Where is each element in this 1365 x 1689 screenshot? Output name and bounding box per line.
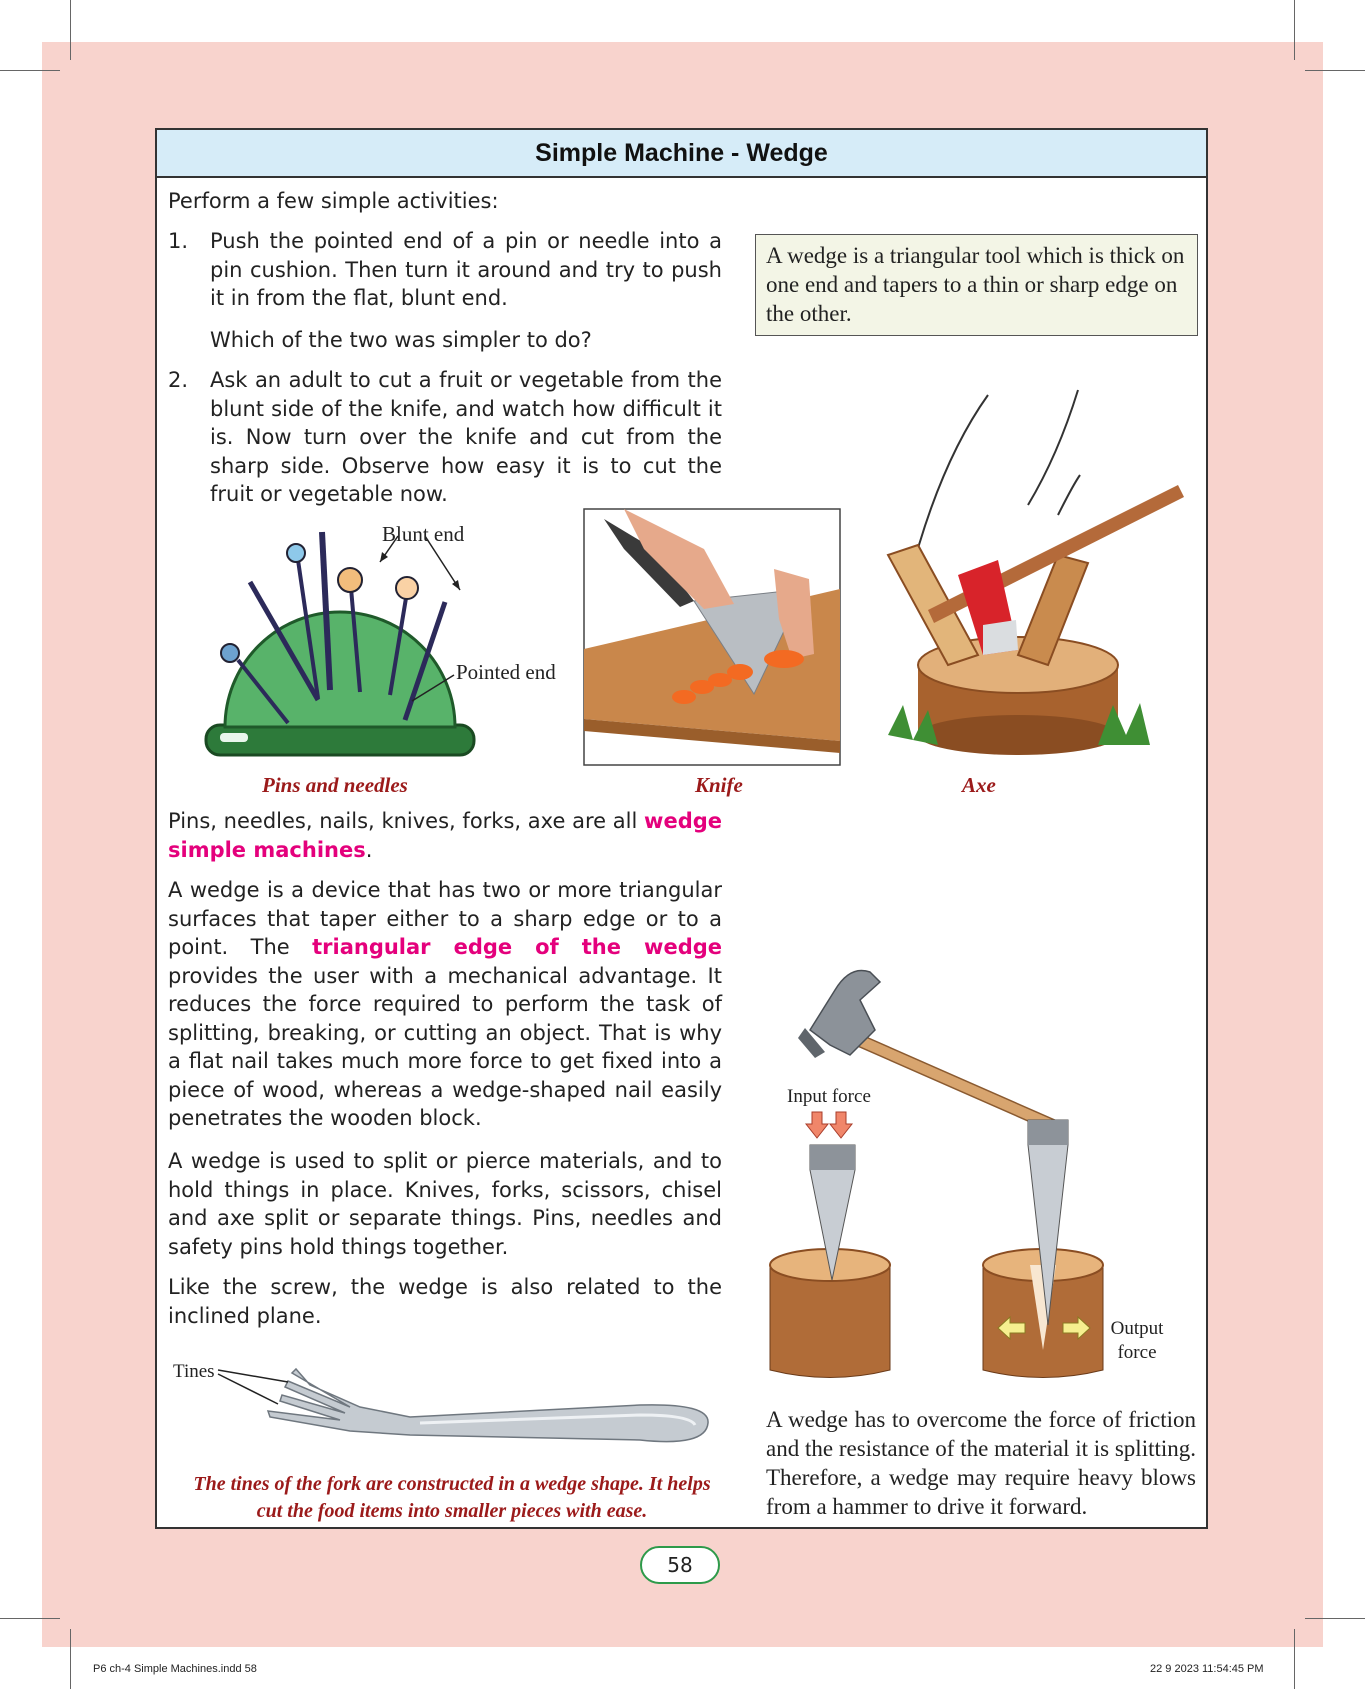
crop-mark bbox=[0, 70, 60, 71]
activity-1-text: Push the pointed end of a pin or needle into a pin cushion. Then turn it around and try to push it in from the flat, blunt end. bbox=[210, 229, 722, 310]
blunt-end-label: Blunt end bbox=[382, 522, 465, 546]
para1-end: . bbox=[365, 837, 373, 862]
pointed-end-label: Pointed end bbox=[456, 660, 556, 684]
hammer-handle bbox=[844, 1030, 1066, 1135]
caption-pins: Pins and needles bbox=[262, 773, 408, 797]
crop-mark bbox=[70, 0, 71, 60]
intro-text: Perform a few simple activities: bbox=[168, 189, 499, 213]
caption-fork: The tines of the fork are constructed in a wedge shape. It helps cut the food items into smaller pieces with ease. bbox=[193, 1473, 711, 1522]
para1-highlight: wedge simple machines bbox=[168, 809, 722, 862]
caption-knife: Knife bbox=[695, 773, 743, 797]
pointed-end-arrow bbox=[410, 673, 455, 703]
input-force-label: Input force bbox=[787, 1086, 871, 1107]
definition-box: A wedge is a triangular tool which is thick on one end and tapers to a thin or sharp edge on the other. bbox=[755, 234, 1198, 336]
activity-1-number: 1. bbox=[168, 229, 189, 253]
activity-2-number: 2. bbox=[168, 368, 189, 392]
wedge-splitting-diagram bbox=[770, 1145, 1105, 1385]
carrot-slice bbox=[672, 690, 696, 704]
cushion-highlight bbox=[220, 733, 248, 742]
page-number: 58 bbox=[640, 1546, 720, 1584]
para1-text: Pins, needles, nails, knives, forks, axe are all bbox=[168, 809, 645, 833]
axe-illustration bbox=[868, 385, 1198, 765]
knife-photo bbox=[584, 509, 840, 765]
friction-text: A wedge has to overcome the force of friction and the resistance of the material it is splitting. Therefore, a wedge may require heavy blows from a hammer to drive it forward. bbox=[766, 1407, 1196, 1519]
crop-mark bbox=[1294, 0, 1295, 60]
slug-right: 22 9 2023 11:54:45 PM bbox=[1150, 1663, 1264, 1675]
crop-mark bbox=[1294, 1629, 1295, 1689]
wedge-definition-text bbox=[168, 876, 722, 1133]
wedge-examples-text bbox=[168, 807, 722, 864]
para2-text: A wedge is a device that has two or more triangular surfaces that taper either to a sharp edge or to a point. The bbox=[168, 878, 722, 959]
caption-axe: Axe bbox=[962, 773, 996, 797]
fork-body bbox=[268, 1369, 708, 1442]
crop-mark bbox=[0, 1618, 60, 1619]
input-force-arrows bbox=[806, 1112, 856, 1142]
carrot bbox=[764, 650, 804, 668]
wedge-uses-text: A wedge is used to split or pierce materials, and to hold things in place. Knives, forks, scissors, chisel and axe split or separate things. Pins, needles and safety pins hold things together. bbox=[168, 1149, 722, 1259]
inclined-plane-text: Like the screw, the wedge is also related to the inclined plane. bbox=[168, 1275, 722, 1328]
crop-mark bbox=[1305, 1618, 1365, 1619]
crop-mark bbox=[1305, 70, 1365, 71]
output-force-label: Output force bbox=[1110, 1318, 1164, 1363]
fork-illustration bbox=[240, 1365, 715, 1450]
crop-mark bbox=[70, 1629, 71, 1689]
para2-highlight: triangular edge of the wedge bbox=[312, 935, 722, 959]
carrot-slice bbox=[727, 664, 753, 680]
activity-1-question: Which of the two was simpler to do? bbox=[210, 328, 592, 352]
tines-label: Tines bbox=[173, 1361, 215, 1382]
page-title: Simple Machine - Wedge bbox=[157, 130, 1206, 178]
activity-2-text: Ask an adult to cut a fruit or vegetable from the blunt side of the knife, and watch how difficult it is. Now turn over the knife and cut from the sharp side. Observe how easy it is to cut the fruit or vegetable now. bbox=[210, 368, 722, 506]
slug-left: P6 ch-4 Simple Machines.indd 58 bbox=[93, 1663, 257, 1675]
tines-arrows bbox=[218, 1368, 290, 1408]
para2-rest: provides the user with a mechanical advantage. It reduces the force required to perform the task of splitting, breaking, or cutting an object. That is why a flat nail takes much more force to get fixed into a piece of wood, whereas a wedge-shaped nail easily penetrates the wooden block. bbox=[168, 963, 722, 1130]
